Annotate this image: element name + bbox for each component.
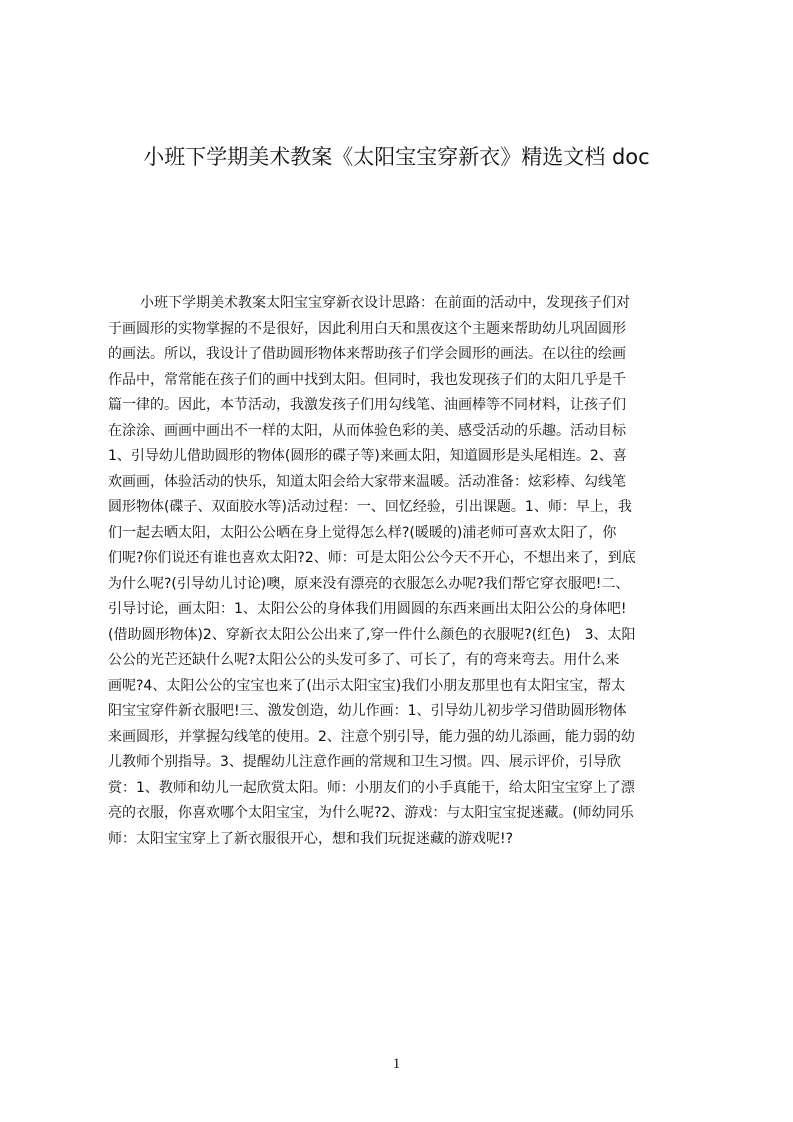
text-line: 亮的衣服，你喜欢哪个太阳宝宝，为什么呢?2、游戏：与太阳宝宝捉迷藏。(师幼同乐	[108, 805, 634, 821]
text-line: (借助圆形物体)2、穿新衣太阳公公出来了,穿一件什么颜色的衣服呢?(红色) 3、太阳	[108, 626, 636, 643]
page-number: 1	[392, 1056, 401, 1072]
text-line: 们呢?你们说还有谁也喜欢太阳?2、师：可是太阳公公今天不开心，不想出来了，到底	[108, 550, 636, 566]
text-line: 画呢?4、太阳公公的宝宝也来了(出示太阳宝宝)我们小朋友那里也有太阳宝宝，帮太	[108, 677, 626, 694]
document-title: 小班下学期美术教案《太阳宝宝穿新衣》精选文档 doc	[143, 145, 650, 169]
text-line: 们一起去晒太阳，太阳公公晒在身上觉得怎么样?(暖暖的)浦老师可喜欢太阳了，你	[108, 524, 617, 541]
text-line: 赏：1、教师和幼儿一起欣赏太阳。师：小朋友们的小手真能干，给太阳宝宝穿上了漂	[108, 779, 635, 796]
body-paragraph	[108, 291, 698, 852]
text-line: 为什么呢?(引导幼儿讨论)噢，原来没有漂亮的衣服怎么办呢?我们帮它穿衣服吧!二、	[108, 575, 630, 592]
text-line: 师：太阳宝宝穿上了新衣服很开心，想和我们玩捉迷藏的游戏呢!?	[108, 830, 514, 847]
text-line: 的画法。所以，我设计了借助圆形物体来帮助孩子们学会圆形的画法。在以往的绘画	[108, 346, 626, 362]
text-line: 1、引导幼儿借助圆形的物体(圆形的碟子等)来画太阳，知道圆形是头尾相连。2、喜	[108, 448, 627, 464]
text-line: 在涂涂、画画中画出不一样的太阳，从而体验色彩的美、感受活动的乐趣。活动目标	[108, 422, 626, 439]
text-line: 于画圆形的实物掌握的不是很好，因此利用白天和黑夜这个主题来帮助幼儿巩固圆形	[108, 320, 626, 337]
text-line: 来画圆形，并掌握勾线笔的使用。2、注意个别引导，能力强的幼儿添画，能力弱的幼	[108, 728, 635, 745]
text-line: 圆形物体(碟子、双面胶水等)活动过程：一、回忆经验，引出课题。1、师：早上，我	[108, 499, 632, 515]
text-line: 作品中，常常能在孩子们的画中找到太阳。但同时，我也发现孩子们的太阳几乎是千	[108, 371, 626, 388]
text-line: 阳宝宝穿件新衣服吧!三、激发创造，幼儿作画：1、引导幼儿初步学习借助圆形物体	[108, 703, 627, 719]
text-line: 欢画画，体验活动的快乐，知道太阳会给大家带来温暖。活动准备：炫彩棒、勾线笔	[108, 473, 626, 490]
text-line: 小班下学期美术教案太阳宝宝穿新衣设计思路：在前面的活动中，发现孩子们对	[140, 295, 630, 311]
text-line: 儿教师个别指导。3、提醒幼儿注意作画的常规和卫生习惯。四、展示评价，引导欣	[108, 754, 621, 770]
text-line: 篇一律的。因此，本节活动，我激发孩子们用勾线笔、油画棒等不同材料，让孩子们	[108, 397, 626, 413]
text-line: 公公的光芒还缺什么呢?太阳公公的头发可多了、可长了，有的弯来弯去。用什么来	[108, 652, 620, 668]
text-line: 引导讨论，画太阳：1、太阳公公的身体我们用圆圆的东西来画出太阳公公的身体吧!	[108, 601, 627, 617]
